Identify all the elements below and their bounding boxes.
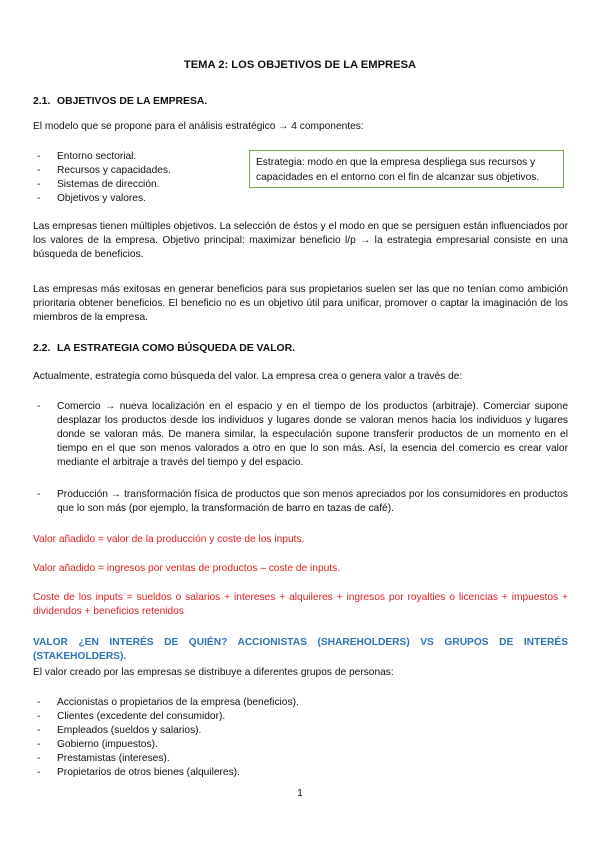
list-item: - Recursos y capacidades. — [33, 164, 233, 178]
section-number: 2.2. — [33, 343, 51, 354]
section-heading-2-1 — [33, 95, 207, 109]
list-item-comercio: - Comercio → nueva localización en el espacio y en el tiempo de los productos (arbitraje). Comerciar supone desplazar los productos desde los individuos y lugares donde se valoran menos hacia los individuos y lugares donde se valoran más. De manera similar, la especulación supone transferir productos de un momento en el tiempo en el que son menos valorados a otro en que lo son más. Así, la esencia del comercio es crear valor mediante el arbitraje a través del tiempo y del espacio. — [33, 400, 568, 470]
list-item: - Entorno sectorial. — [33, 150, 233, 164]
section-title: OBJETIVOS DE LA EMPRESA. — [57, 96, 208, 107]
list-item: - Empleados (sueldos y salarios). — [33, 724, 433, 738]
list-item-produccion: - Producción → transformación física de productos que son menos apreciados por los consumidores en productos que lo son más (por ejemplo, la transformación de barro en tazas de café). — [33, 488, 568, 516]
paragraph-objectives: Las empresas tienen múltiples objetivos. La selección de éstos y el modo en que se persiguen están influenciados por los valores de la empresa. Objetivo principal: maximizar beneficio l/p → la estrategia empresarial consiste en una búsqueda de beneficios. — [33, 221, 568, 260]
distribution-intro: El valor creado por las empresas se distribuye a diferentes grupos de personas: — [33, 667, 394, 678]
value-intro: Actualmente, estrategia como búsqueda del valor. La empresa crea o genera valor a través de: — [33, 371, 463, 382]
list-item: - Accionistas o propietarios de la empresa (beneficios). — [33, 696, 433, 710]
stakeholders-heading: VALOR ¿EN INTERÉS DE QUIÉN? ACCIONISTAS (SHAREHOLDERS) VS GRUPOS DE INTERÉS (STAKEHOLDERS). — [33, 637, 568, 662]
list-item: - Prestamistas (intereses). — [33, 752, 433, 766]
page-title: TEMA 2: LOS OBJETIVOS DE LA EMPRESA — [183, 59, 417, 71]
formula-input-cost: Coste de los inputs = sueldos o salarios + intereses + alquileres + ingresos por royalties o licencias + impuestos + dividendos + beneficios retenidos — [33, 592, 568, 617]
value-creation-list — [33, 400, 568, 470]
formula-value-added-2: Valor añadido = ingresos por ventas de productos – coste de inputs. — [33, 563, 341, 574]
list-item: - Objetivos y valores. — [33, 192, 233, 206]
stakeholder-groups-list — [33, 696, 433, 780]
section-number: 2.1. — [33, 96, 51, 107]
page-number: 1 — [297, 788, 303, 799]
model-intro: El modelo que se propone para el análisis estratégico → 4 componentes: — [33, 121, 364, 132]
value-creation-list-2 — [33, 488, 568, 516]
section-heading-2-2 — [33, 342, 295, 356]
strategy-definition-box: Estrategia: modo en que la empresa despliega sus recursos y capacidades en el entorno con el fin de alcanzar sus objetivos. — [249, 150, 564, 188]
list-item: - Clientes (excedente del consumidor). — [33, 710, 433, 724]
paragraph-successful-firms: Las empresas más exitosas en generar beneficios para sus propietarios suelen ser las que no tenían como ambición prioritaria obtener beneficios. El beneficio no es un objetivo útil para unificar, promover o captar la imaginación de los miembros de la empresa. — [33, 284, 568, 323]
section-title: LA ESTRATEGIA COMO BÚSQUEDA DE VALOR. — [57, 343, 296, 354]
formula-value-added-1: Valor añadido = valor de la producción y coste de los inputs. — [33, 534, 305, 545]
list-item: - Gobierno (impuestos). — [33, 738, 433, 752]
list-item: - Sistemas de dirección. — [33, 178, 233, 192]
list-item: - Propietarios de otros bienes (alquileres). — [33, 766, 433, 780]
components-list — [33, 150, 233, 206]
